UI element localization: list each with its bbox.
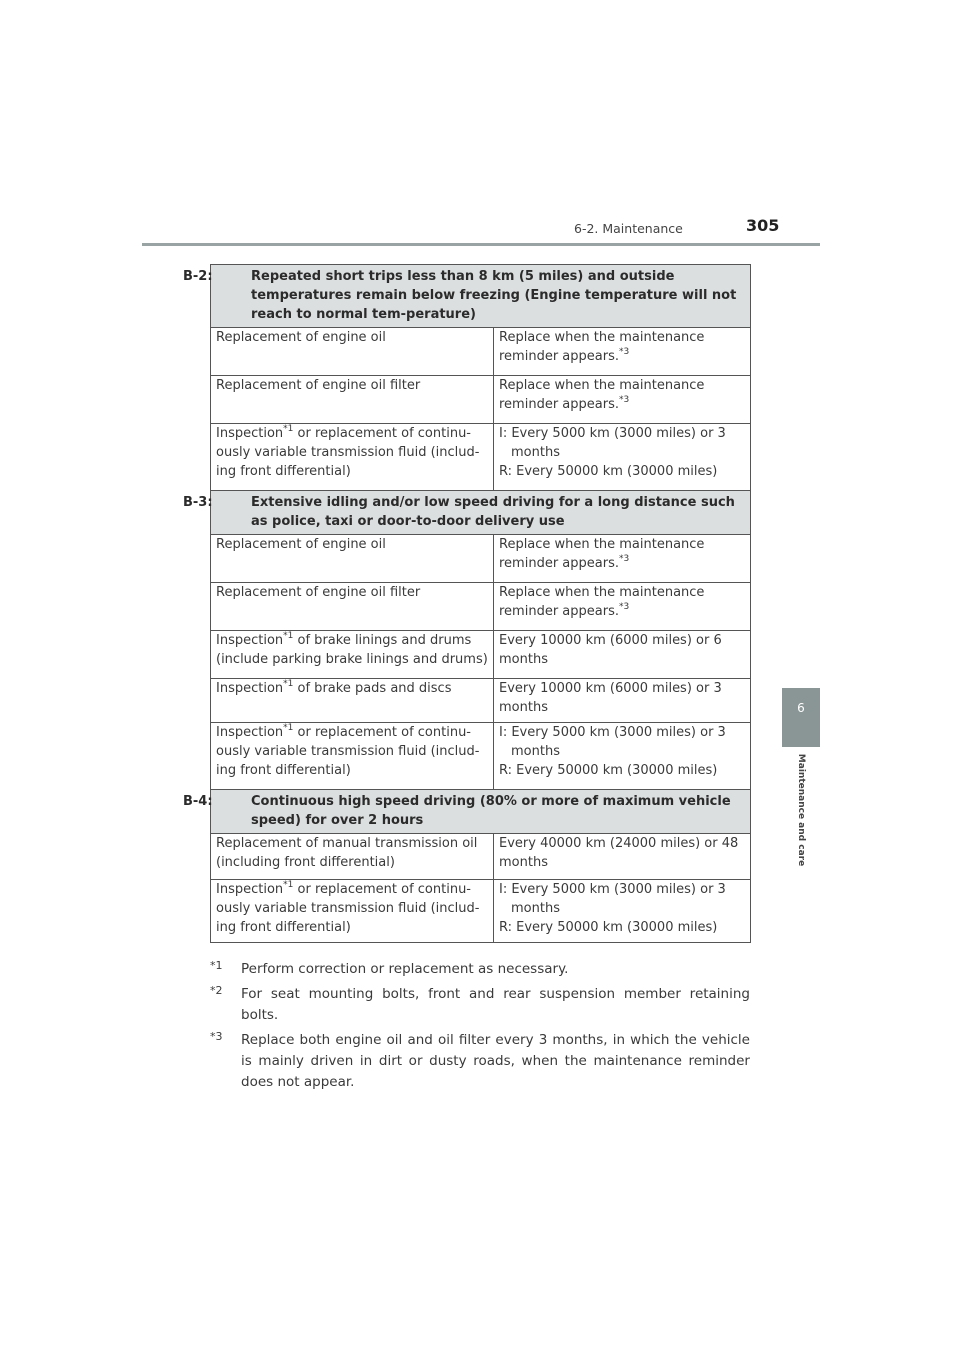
maintenance-interval <box>494 328 751 376</box>
item-text: Inspection <box>216 426 284 441</box>
chapter-tab <box>782 688 820 747</box>
maintenance-item <box>211 424 494 491</box>
table-row <box>211 583 751 631</box>
footnote-mark: *2 <box>210 984 223 997</box>
footnote-ref: *3 <box>618 346 630 357</box>
footnote-1 <box>210 959 750 980</box>
item-text: or replacement of continu-ously variable transmission fluid (includ-ing front differential) <box>216 882 480 935</box>
table-row <box>211 723 751 790</box>
maintenance-interval <box>494 723 751 790</box>
table-row <box>211 535 751 583</box>
section-header-row <box>211 265 751 328</box>
footnote-ref: *1 <box>283 678 294 689</box>
section-header <box>183 491 751 535</box>
maintenance-item <box>211 679 494 723</box>
maintenance-interval <box>494 679 751 723</box>
item-text: of brake pads and discs <box>293 681 452 696</box>
maintenance-interval <box>494 631 751 679</box>
section-code: B-3: <box>183 495 213 510</box>
footnotes <box>210 959 750 1097</box>
interval-text: Every 40000 km (24000 miles) or 48 months <box>499 836 739 870</box>
table-row <box>211 880 751 943</box>
footnote-ref: *1 <box>283 879 294 890</box>
section-title: 6-2. Maintenance <box>574 221 683 236</box>
item-text: Inspection <box>216 882 284 897</box>
interval-text: Every 10000 km (6000 miles) or 6 months <box>499 633 722 667</box>
footnote-text: For seat mounting bolts, front and rear suspension member retaining bolts. <box>241 986 750 1023</box>
interval-line: I: Every 5000 km (3000 miles) or 3 months <box>499 725 726 759</box>
table-row <box>211 328 751 376</box>
maintenance-schedule-table <box>183 264 751 943</box>
item-text: Replacement of engine oil <box>216 330 386 345</box>
maintenance-item <box>211 834 494 880</box>
table-row <box>211 376 751 424</box>
item-text: Replacement of manual transmission oil (including front differential) <box>216 836 478 870</box>
footnote-ref: *3 <box>618 394 630 405</box>
chapter-label: Maintenance and care <box>796 753 806 867</box>
footnote-ref: *1 <box>283 630 294 641</box>
table-row <box>211 679 751 723</box>
item-text: Replacement of engine oil <box>216 537 386 552</box>
maintenance-item <box>211 583 494 631</box>
item-text: Inspection <box>216 681 284 696</box>
interval-text: Replace when the maintenance reminder appears. <box>499 330 705 364</box>
maintenance-interval <box>494 880 751 943</box>
maintenance-interval <box>494 834 751 880</box>
footnote-3 <box>210 1030 750 1093</box>
item-text: or replacement of continu-ously variable transmission fluid (includ-ing front differential) <box>216 725 480 778</box>
table-row <box>211 631 751 679</box>
interval-text: Every 10000 km (6000 miles) or 3 months <box>499 681 722 715</box>
item-text: Inspection <box>216 725 284 740</box>
section-title: Extensive idling and/or low speed driving for a long distance such as police, taxi or door-to-door delivery use <box>251 495 735 529</box>
section-title: Continuous high speed driving (80% or more of maximum vehicle speed) for over 2 hours <box>251 794 731 828</box>
maintenance-item <box>211 328 494 376</box>
footnote-mark: *3 <box>210 1030 223 1043</box>
page-number: 305 <box>746 216 780 235</box>
interval-line: R: Every 50000 km (30000 miles) <box>499 763 718 778</box>
interval-text: Replace when the maintenance reminder appears. <box>499 537 705 571</box>
section-header <box>183 790 751 834</box>
chapter-number: 6 <box>797 701 805 715</box>
maintenance-interval <box>494 583 751 631</box>
section-code: B-4: <box>183 794 213 809</box>
maintenance-item <box>211 535 494 583</box>
section-title: Repeated short trips less than 8 km (5 miles) and outside temperatures remain below freezing (Engine temperature will not reach to normal tem-perature) <box>251 269 737 322</box>
footnote-ref: *1 <box>283 722 294 733</box>
section-header-row <box>211 790 751 834</box>
maintenance-item <box>211 631 494 679</box>
maintenance-interval <box>494 424 751 491</box>
footnote-ref: *1 <box>283 423 294 434</box>
section-code: B-2: <box>183 269 213 284</box>
maintenance-item <box>211 880 494 943</box>
table-row <box>211 834 751 880</box>
interval-line: R: Every 50000 km (30000 miles) <box>499 920 718 935</box>
interval-text: Replace when the maintenance reminder appears. <box>499 378 705 412</box>
maintenance-interval <box>494 535 751 583</box>
maintenance-item <box>211 723 494 790</box>
section-header-text <box>183 267 744 324</box>
section-header-text <box>183 493 744 531</box>
footnote-ref: *3 <box>618 601 630 612</box>
interval-line: I: Every 5000 km (3000 miles) or 3 months <box>499 882 726 916</box>
item-text: or replacement of continu-ously variable transmission fluid (includ-ing front differential) <box>216 426 480 479</box>
table-row <box>211 424 751 491</box>
interval-line: R: Every 50000 km (30000 miles) <box>499 464 718 479</box>
maintenance-interval <box>494 376 751 424</box>
section-header-row <box>211 491 751 535</box>
interval-text: Replace when the maintenance reminder appears. <box>499 585 705 619</box>
footnote-mark: *1 <box>210 959 223 972</box>
maintenance-item <box>211 376 494 424</box>
item-text: of brake linings and drums (include parking brake linings and drums) <box>216 633 488 667</box>
footnote-ref: *3 <box>618 553 630 564</box>
footnote-text: Replace both engine oil and oil filter every 3 months, in which the vehicle is mainly driven in dirt or dusty roads, when the maintenance reminder does not appear. <box>241 1032 750 1090</box>
section-header <box>183 265 751 328</box>
header-divider <box>142 243 820 246</box>
interval-line: I: Every 5000 km (3000 miles) or 3 months <box>499 426 726 460</box>
item-text: Replacement of engine oil filter <box>216 378 421 393</box>
section-header-text <box>183 792 744 830</box>
footnote-2 <box>210 984 750 1026</box>
item-text: Inspection <box>216 633 284 648</box>
footnote-text: Perform correction or replacement as necessary. <box>241 961 569 977</box>
item-text: Replacement of engine oil filter <box>216 585 421 600</box>
